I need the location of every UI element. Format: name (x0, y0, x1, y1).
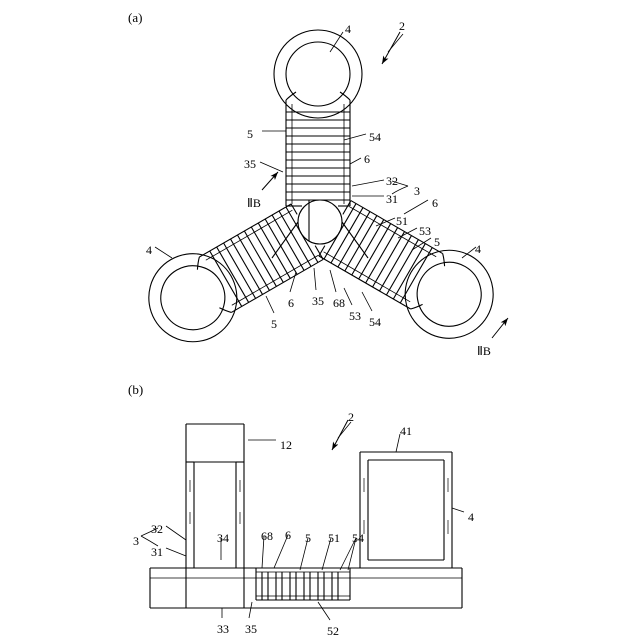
reference-numeral-a-sec-left: ⅡB (247, 196, 261, 210)
reference-numeral-a-51: 51 (396, 214, 408, 228)
reference-numeral-b-32: 32 (151, 522, 163, 536)
reference-numeral-a-5-right: 5 (434, 235, 440, 249)
reference-numeral-b-54: 54 (352, 531, 364, 545)
reference-numeral-a-4-left: 4 (146, 243, 152, 257)
reference-numeral-b-34: 34 (217, 531, 229, 545)
reference-numeral-b-4: 4 (468, 510, 474, 524)
reference-numeral-a-4-right: 4 (475, 242, 481, 256)
reference-numeral-a-6-upper: 6 (364, 152, 370, 166)
reference-numeral-b-2: 2 (348, 410, 354, 424)
reference-numeral-a-6-right: 6 (432, 196, 438, 210)
reference-numeral-b-33: 33 (217, 622, 229, 636)
reference-numeral-a-sec-right: ⅡB (477, 344, 491, 358)
reference-numeral-b-51: 51 (328, 531, 340, 545)
reference-numeral-b-68: 68 (261, 529, 273, 543)
reference-numeral-a-6-bottom: 6 (288, 296, 294, 310)
reference-numeral-b-41: 41 (400, 424, 412, 438)
reference-numeral-a-35-upper: 35 (244, 157, 256, 171)
reference-numeral-b-12: 12 (280, 438, 292, 452)
reference-numeral-b-6: 6 (285, 528, 291, 542)
reference-numeral-b-31: 31 (151, 545, 163, 559)
reference-numeral-a-68: 68 (333, 296, 345, 310)
panel-a-title: (a) (128, 10, 143, 25)
reference-numeral-a-54-upper: 54 (369, 130, 381, 144)
panel-b-title: (b) (128, 382, 144, 397)
reference-numeral-a-2: 2 (399, 19, 405, 33)
reference-numeral-a-32: 32 (386, 174, 398, 188)
reference-numeral-a-4-top: 4 (345, 22, 351, 36)
reference-numeral-b-3: 3 (133, 534, 139, 548)
reference-numeral-b-5: 5 (305, 531, 311, 545)
reference-numeral-a-3-right: 3 (414, 184, 420, 198)
panel-b-drawing (141, 420, 464, 620)
reference-numeral-a-5-left: 5 (271, 317, 277, 331)
reference-numeral-a-31: 31 (386, 192, 398, 206)
reference-numeral-a-54-bottom: 54 (369, 315, 381, 329)
reference-numeral-a-53-bottom: 53 (349, 309, 361, 323)
reference-numeral-a-35-bottom: 35 (312, 294, 324, 308)
reference-numeral-a-53-right: 53 (419, 224, 431, 238)
reference-numeral-b-52: 52 (327, 624, 339, 638)
reference-numeral-a-5-upper: 5 (247, 127, 253, 141)
reference-numeral-b-35: 35 (245, 622, 257, 636)
